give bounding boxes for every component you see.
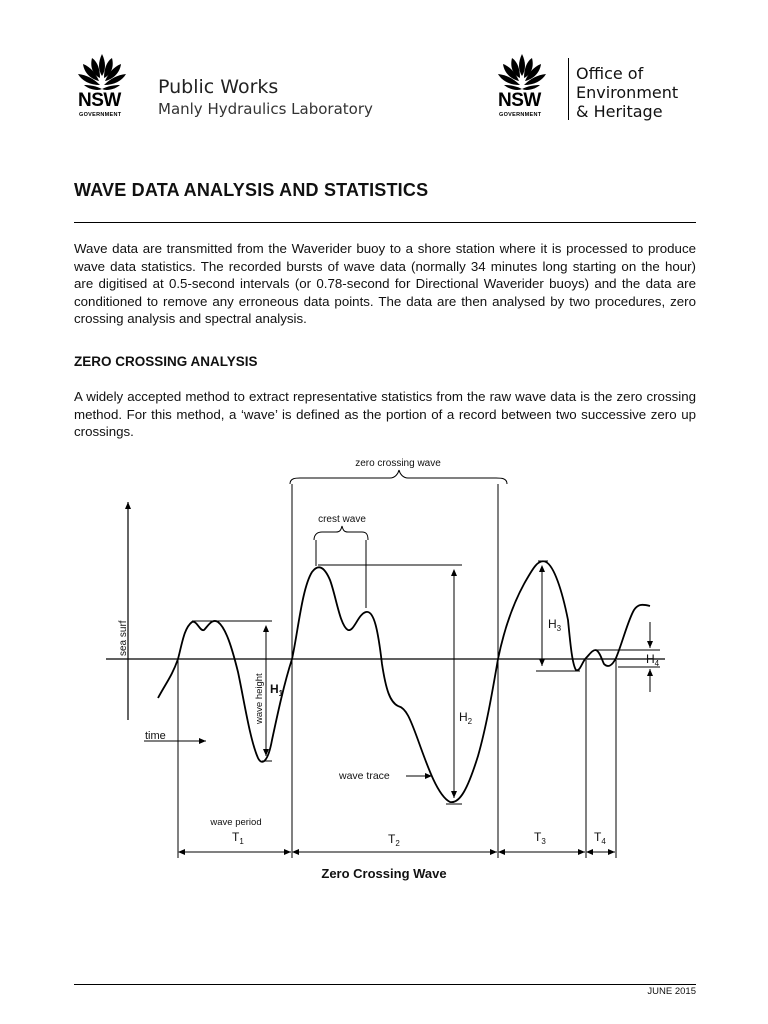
wave-height-label: wave height [254, 673, 265, 724]
wave-period-label: wave period [210, 817, 262, 828]
h3-label: $H_3$ [548, 617, 562, 633]
footer-date: JUNE 2015 [647, 986, 696, 997]
h4-label: $H_4$ [646, 652, 660, 668]
public-works-title: Public Works [158, 76, 279, 98]
waratah-icon [76, 52, 128, 92]
wave-trace-curve [158, 561, 650, 802]
crest-wave-bracket [314, 526, 368, 540]
oeh-logo [496, 52, 716, 122]
crest-wave-label: crest wave [318, 514, 366, 525]
figure-caption: Zero Crossing Wave [321, 866, 447, 881]
oeh-line-3: & Heritage [576, 102, 663, 121]
wave-trace-label: wave trace [339, 770, 390, 782]
t4-label: $T_4$ [594, 830, 606, 846]
section-heading: ZERO CROSSING ANALYSIS [74, 354, 258, 369]
footer-rule [74, 984, 696, 985]
zero-crossing-wave-bracket [290, 470, 507, 484]
public-works-logo [76, 52, 396, 122]
h2-label: $H_2$ [459, 710, 473, 726]
waratah-icon [496, 52, 548, 92]
logo-divider [568, 58, 569, 120]
nsw-wordmark: NSW [498, 90, 541, 111]
zero-crossing-wave-label: zero crossing wave [355, 458, 441, 469]
section-paragraph: A widely accepted method to extract representative statistics from the raw wave data is the zero crossing method. For this method, a ‘wave’ is defined as the portion of a record between two successive zero up crossings. [74, 389, 696, 439]
government-label: GOVERNMENT [79, 112, 122, 118]
oeh-line-1: Office of [576, 64, 644, 83]
title-rule [74, 222, 696, 223]
t1-label: $T_1$ [232, 830, 244, 846]
intro-paragraph: Wave data are transmitted from the Waverider buoy to a shore station where it is processed to produce wave data statistics. The recorded bursts of wave data (normally 34 minutes long starting on the hour) are digitised at 0.5-second intervals (or 0.78-second for Directional Waverider buoys) and the data are conditioned to remove any erroneous data points. The data are then analysed by two procedures, zero crossing analysis and spectral analysis. [74, 241, 696, 326]
public-works-subtitle: Manly Hydraulics Laboratory [158, 100, 373, 118]
government-label: GOVERNMENT [499, 112, 542, 118]
h1-label: $H_1$ [270, 682, 284, 698]
t2-label: $T_2$ [388, 832, 400, 848]
t3-label: $T_3$ [534, 830, 546, 846]
time-label: time [145, 730, 166, 742]
sea-surf-label: sea surf [118, 620, 129, 656]
nsw-wordmark: NSW [78, 90, 121, 111]
zero-crossing-diagram [0, 440, 768, 860]
oeh-line-2: Environment [576, 83, 679, 102]
page-title: WAVE DATA ANALYSIS AND STATISTICS [74, 180, 429, 200]
